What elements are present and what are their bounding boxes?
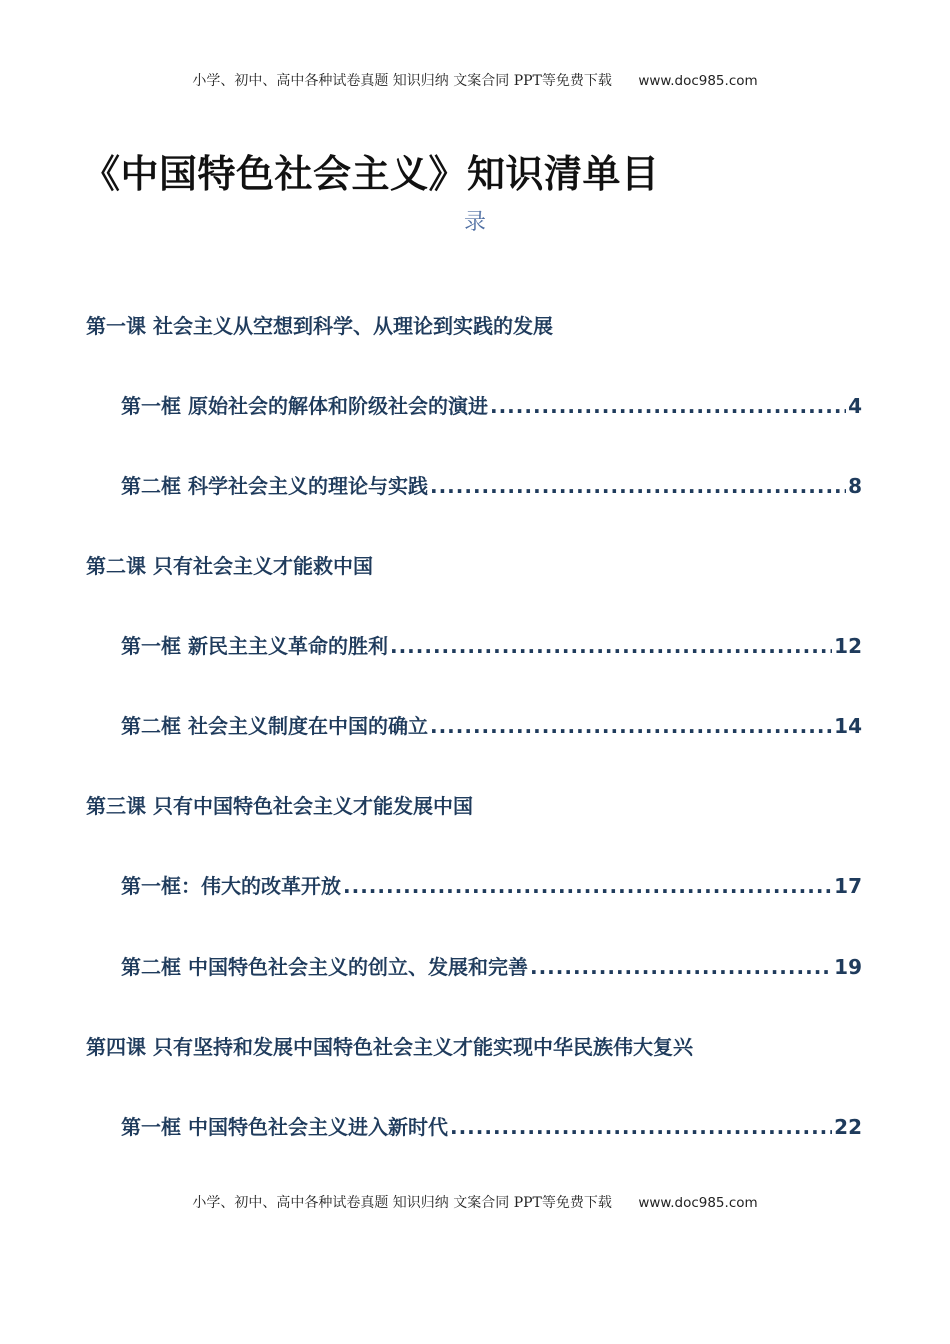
document-title: 《中国特色社会主义》知识清单目: [82, 152, 660, 196]
toc-frame-label: 第二框 科学社会主义的理论与实践: [121, 474, 428, 498]
header-text: 小学、初中、高中各种试卷真题 知识归纳 文案合同 PPT等免费下载: [192, 73, 612, 89]
toc-frame-label: 第二框 中国特色社会主义的创立、发展和完善: [121, 955, 528, 979]
toc-dot-leader: [390, 634, 832, 658]
toc-frame-label: 第二框 社会主义制度在中国的确立: [121, 714, 428, 738]
toc-lesson-label: 第四课 只有坚持和发展中国特色社会主义才能实现中华民族伟大复兴: [86, 1035, 693, 1059]
toc-dot-leader: [430, 714, 832, 738]
toc-lesson-1[interactable]: [86, 310, 553, 339]
toc-dot-leader: [343, 874, 832, 898]
toc-frame-label: 第一框：伟大的改革开放: [121, 874, 341, 898]
toc-page-number: 17: [834, 874, 862, 898]
toc-frame-3-2[interactable]: [121, 951, 862, 980]
page-footer: [0, 1192, 950, 1212]
toc-page-number: 14: [834, 714, 862, 738]
toc-lesson-4[interactable]: [86, 1031, 693, 1060]
toc-lesson-label: 第二课 只有社会主义才能救中国: [86, 554, 373, 578]
toc-lesson-label: 第一课 社会主义从空想到科学、从理论到实践的发展: [86, 314, 553, 338]
toc-page-number: 22: [834, 1115, 862, 1139]
toc-lesson-2[interactable]: [86, 550, 373, 579]
toc-frame-3-1[interactable]: [121, 870, 862, 899]
document-title-continuation: 录: [463, 210, 486, 235]
toc-frame-label: 第一框 原始社会的解体和阶级社会的演进: [121, 394, 488, 418]
footer-text: 小学、初中、高中各种试卷真题 知识归纳 文案合同 PPT等免费下载: [192, 1195, 612, 1211]
toc-dot-leader: [450, 1115, 832, 1139]
toc-page-number: 4: [848, 394, 862, 418]
toc-dot-leader: [430, 474, 846, 498]
toc-lesson-3[interactable]: [86, 790, 473, 819]
footer-site-link[interactable]: www.doc985.com: [638, 1195, 758, 1211]
toc-frame-2-2[interactable]: [121, 710, 862, 739]
toc-frame-1-1[interactable]: [121, 390, 862, 419]
toc-page-number: 12: [834, 634, 862, 658]
toc-page-number: 8: [848, 474, 862, 498]
toc-frame-label: 第一框 新民主主义革命的胜利: [121, 634, 388, 658]
toc-frame-label: 第一框 中国特色社会主义进入新时代: [121, 1115, 448, 1139]
toc-page-number: 19: [834, 955, 862, 979]
toc-lesson-label: 第三课 只有中国特色社会主义才能发展中国: [86, 794, 473, 818]
header-site-link[interactable]: www.doc985.com: [638, 73, 758, 89]
toc-dot-leader: [530, 955, 832, 979]
toc-frame-4-1[interactable]: [121, 1111, 862, 1140]
toc-frame-2-1[interactable]: [121, 630, 862, 659]
toc-dot-leader: [490, 394, 846, 418]
toc-frame-1-2[interactable]: [121, 470, 862, 499]
